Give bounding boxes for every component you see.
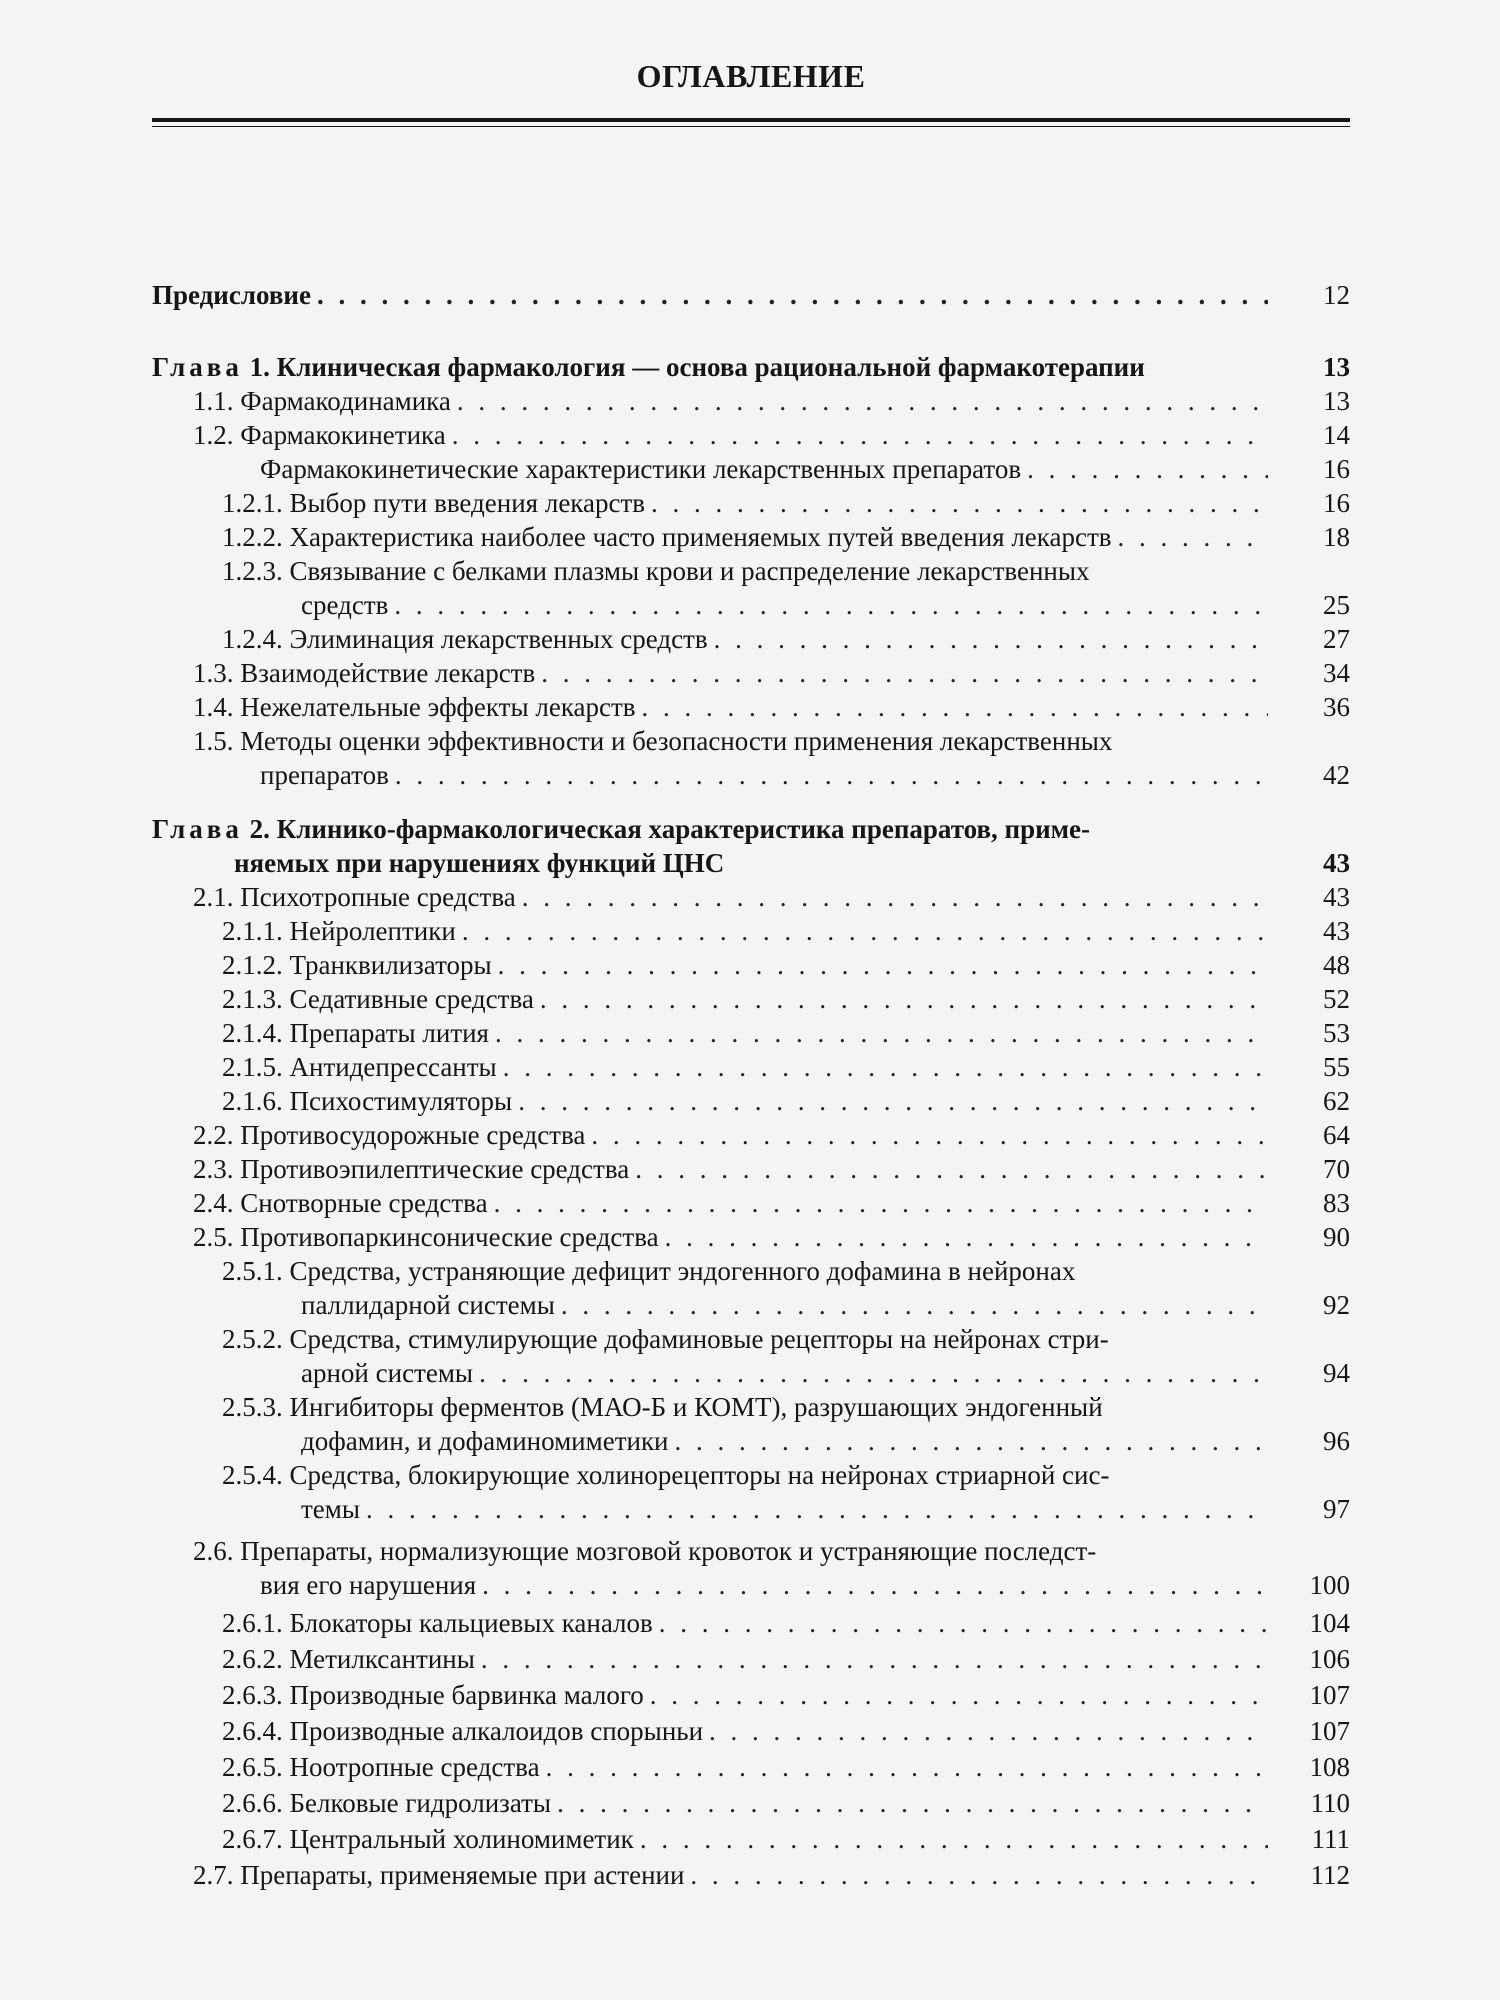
- toc-entry-label: 2.6.2. Метилксантины: [222, 1644, 475, 1674]
- toc-entry-label-cont: препаратов: [260, 760, 389, 790]
- toc-entry-page: 64: [1323, 1120, 1350, 1150]
- page-title: ОГЛАВЛЕНИЕ: [636, 58, 866, 94]
- toc-leader-dots: [360, 1492, 1268, 1526]
- toc-leader-dots: [489, 1016, 1268, 1050]
- toc-leader-dots: [585, 1118, 1268, 1152]
- toc-entry-page: 106: [1309, 1644, 1350, 1674]
- toc-entry-page: 25: [1323, 590, 1350, 620]
- toc-entry-page: 36: [1323, 692, 1350, 722]
- toc-entry-label-cont: дофамин, и дофаминомиметики: [301, 1426, 669, 1456]
- toc-entry-label: 2.6. Препараты, нормализующие мозговой кровоток и устраняющие последст-: [193, 1536, 1097, 1566]
- toc-leader-dots: [534, 982, 1268, 1016]
- toc-entry-label: 2.6.7. Центральный холиномиметик: [222, 1824, 634, 1854]
- toc-leader-dots: [451, 384, 1268, 418]
- toc-leader-dots: [389, 758, 1268, 792]
- toc-entry-label-cont: темы: [301, 1494, 361, 1524]
- toc-entry-label: 2.4. Снотворные средства: [193, 1188, 488, 1218]
- toc-entry-label: 2.6.4. Производные алкалоидов спорыньи: [222, 1716, 704, 1746]
- toc-entry-label: 2.1.4. Препараты лития: [222, 1018, 489, 1048]
- toc-entry-label-cont: паллидарной системы: [301, 1290, 555, 1320]
- chapter-prefix: Глава: [152, 352, 243, 382]
- toc-entry-page: 27: [1323, 624, 1350, 654]
- toc-leader-dots: [659, 1220, 1268, 1254]
- toc-entry-label: 2.5.3. Ингибиторы ферментов (МАО-Б и КОМТ), разрушающих эндогенный: [222, 1392, 1103, 1422]
- toc-entry-page: 97: [1323, 1494, 1350, 1524]
- toc-entry-label-cont: арной системы: [301, 1358, 474, 1388]
- chapter-title: 2. Клинико-фармакологическая характеристика препаратов, приме-: [249, 814, 1091, 844]
- toc-leader-dots: [473, 1356, 1268, 1390]
- toc-entry-page: 48: [1323, 950, 1350, 980]
- toc-leader-dots: [684, 1858, 1268, 1892]
- toc-leader-dots: [456, 914, 1268, 948]
- toc-entry-page: 14: [1323, 420, 1350, 450]
- toc-leader-dots: [475, 1642, 1268, 1676]
- toc-entry-label: 2.7. Препараты, применяемые при астении: [193, 1860, 685, 1890]
- toc-entry-page: 110: [1310, 1788, 1350, 1818]
- toc-entry-label: 2.2. Противосудорожные средства: [193, 1120, 586, 1150]
- toc-entry-page: 53: [1323, 1018, 1350, 1048]
- toc-entry-page: 16: [1323, 454, 1350, 484]
- toc-entry-label: 2.6.6. Белковые гидролизаты: [222, 1788, 552, 1818]
- toc-entry-label: 2.5.2. Средства, стимулирующие дофаминовые рецепторы на нейронах стри-: [222, 1324, 1109, 1354]
- toc-entry-label: 2.6.5. Ноотропные средства: [222, 1752, 540, 1782]
- toc-entry-page: 104: [1309, 1608, 1350, 1638]
- toc-entry-label: 1.5. Методы оценки эффективности и безопасности применения лекарственных: [193, 726, 1113, 756]
- toc-entry-label: 2.5.4. Средства, блокирующие холинорецепторы на нейронах стриарной сис-: [222, 1460, 1110, 1490]
- toc-entry-label-cont: вия его нарушения: [260, 1570, 477, 1600]
- toc-entry-label: 1.4. Нежелательные эффекты лекарств: [193, 692, 636, 722]
- toc-leader-dots: [516, 880, 1268, 914]
- toc-entry-page: 96: [1323, 1426, 1350, 1456]
- toc-leader-dots: [708, 622, 1268, 656]
- toc-entry-label: 2.3. Противоэпилептические средства: [193, 1154, 630, 1184]
- toc-leader-dots: [1021, 452, 1268, 486]
- toc-leader-dots: [1112, 520, 1269, 554]
- toc-entry-page: 100: [1309, 1570, 1350, 1600]
- toc-entry-label: 1.3. Взаимодействие лекарств: [193, 658, 536, 688]
- toc-entry-label: 2.5. Противопаркинсонические средства: [193, 1222, 659, 1252]
- toc-entry-label: 2.1. Психотропные средства: [193, 882, 516, 912]
- toc-entry-label: 2.1.3. Седативные средства: [222, 984, 534, 1014]
- toc-leader-dots: [555, 1288, 1268, 1322]
- toc-entry-page: 52: [1323, 984, 1350, 1014]
- toc-leader-dots: [535, 656, 1268, 690]
- toc-entry-page: 107: [1309, 1680, 1350, 1710]
- toc-leader-dots: [669, 1424, 1268, 1458]
- toc-leader-dots: [636, 690, 1268, 724]
- toc-entry-label: 1.2.4. Элиминация лекарственных средств: [222, 624, 708, 654]
- toc-leader-dots: [476, 1568, 1268, 1602]
- toc-leader-dots: [629, 1152, 1268, 1186]
- toc-entry-label: 2.1.2. Транквилизаторы: [222, 950, 492, 980]
- toc-entry-page: 62: [1323, 1086, 1350, 1116]
- toc-entry-label: 1.2.1. Выбор пути введения лекарств: [222, 488, 646, 518]
- toc-leader-dots: [653, 1606, 1268, 1640]
- toc-entry-label: 2.1.6. Психостимуляторы: [222, 1086, 513, 1116]
- toc-entry-label: Фармакокинетические характеристики лекарственных препаратов: [260, 454, 1022, 484]
- chapter-title-cont: няемых при нарушениях функций ЦНС: [234, 848, 725, 878]
- toc-entry-page: 70: [1323, 1154, 1350, 1184]
- chapter-prefix: Глава: [152, 814, 243, 844]
- toc-entry-label: 2.6.3. Производные барвинка малого: [222, 1680, 644, 1710]
- toc-entry-page: 112: [1310, 1860, 1350, 1890]
- toc-leader-dots: [497, 1050, 1268, 1084]
- toc-entry-page: 111: [1311, 1824, 1350, 1854]
- toc-entry-label: 1.1. Фармакодинамика: [193, 386, 451, 416]
- toc-leader-dots: [645, 486, 1268, 520]
- toc-entry-page: 13: [1323, 352, 1350, 382]
- toc-leader-dots: [446, 418, 1268, 452]
- toc-entry-label: 2.1.5. Антидепрессанты: [222, 1052, 497, 1082]
- toc-leader-dots: [540, 1750, 1268, 1784]
- toc-leader-dots: [492, 948, 1268, 982]
- toc-entry-page: 108: [1309, 1752, 1350, 1782]
- toc-entry-page: 43: [1323, 882, 1350, 912]
- toc-entry-page: 34: [1323, 658, 1350, 688]
- toc-entry-label: Предисловие: [152, 280, 311, 310]
- toc-entry-page: 94: [1323, 1358, 1350, 1388]
- toc-entry-page: 12: [1323, 280, 1350, 310]
- toc-leader-dots: [644, 1678, 1268, 1712]
- chapter-title: 1. Клиническая фармакология — основа рациональной фармакотерапии: [249, 352, 1145, 382]
- toc-entry-label: 2.1.1. Нейролептики: [222, 916, 456, 946]
- toc-entry-page: 107: [1309, 1716, 1350, 1746]
- toc-entry-page: 42: [1323, 760, 1350, 790]
- toc-entry-label: 1.2.2. Характеристика наиболее часто применяемых путей введения лекарств: [222, 522, 1112, 552]
- toc-entry-label: 2.6.1. Блокаторы кальциевых каналов: [222, 1608, 653, 1638]
- toc-entry-label: 1.2.3. Связывание с белками плазмы крови и распределение лекарственных: [222, 556, 1090, 586]
- toc-entry-page: 18: [1323, 522, 1350, 552]
- toc-entry-page: 16: [1323, 488, 1350, 518]
- toc-entry-page: 43: [1323, 916, 1350, 946]
- toc-entry-page: 43: [1323, 848, 1350, 878]
- toc-leader-dots: [551, 1786, 1268, 1820]
- toc-leader-dots: [512, 1084, 1268, 1118]
- toc-leader-dots: [703, 1714, 1268, 1748]
- toc-leader-dots: [388, 588, 1268, 622]
- toc-entry-page: 55: [1323, 1052, 1350, 1082]
- toc-entry-label: 1.2. Фармакокинетика: [193, 420, 446, 450]
- toc-entry-page: 83: [1323, 1188, 1350, 1218]
- toc-leader-dots: [488, 1186, 1268, 1220]
- toc-entry-page: 13: [1323, 386, 1350, 416]
- toc-leader-dots: [634, 1822, 1268, 1856]
- toc-entry-label: 2.5.1. Средства, устраняющие дефицит эндогенного дофамина в нейронах: [222, 1256, 1076, 1286]
- toc-entry-label-cont: средств: [301, 590, 389, 620]
- toc-entry-page: 90: [1323, 1222, 1350, 1252]
- toc-entry-page: 92: [1323, 1290, 1350, 1320]
- toc-leader-dots: [311, 278, 1268, 312]
